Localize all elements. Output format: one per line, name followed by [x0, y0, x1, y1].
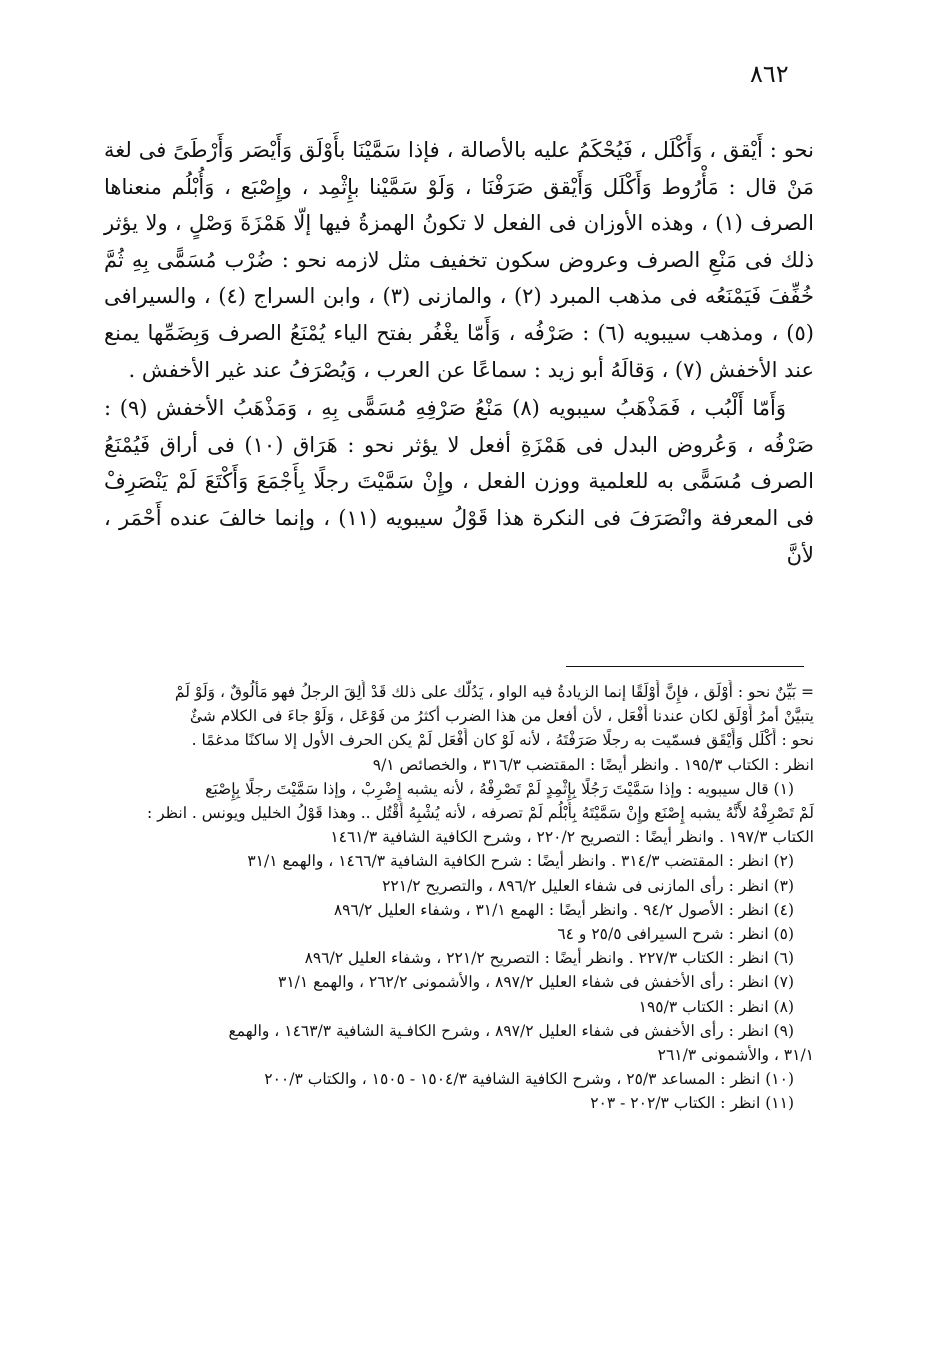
footnote-11: (١١) انظر : الكتاب ٢٠٢/٣ - ٢٠٣: [590, 1094, 794, 1113]
footnote-5: (٥) انظر : شرح السيرافى ٢٥/٥ و ٦٤: [557, 925, 794, 944]
footnote-separator: [566, 666, 804, 667]
page-number: ٨٦٢: [750, 60, 789, 88]
footnote-3: (٣) انظر : رأى المازنى فى شفاء العليل ٨٩٦/٢ ، والتصريح ٢٢١/٢: [382, 876, 794, 895]
body-paragraph: نحو : أَيْقق ، وَأَكْلَل ، فَيُحْكَمُ عليه بالأصالة ، فإذا سَمَّيْنَا بأَوْلَق وَأَيْصَر وَأَرْطَىً فى لغة مَنْ قال : مَأْرُوط وَأَكْلَل وَأَيْقق صَرَفْنَا ، وَلَوْ سَمَّيْنا بإِثْمِد ، وإِصْبَع ، وَأُبْلُم منعناها الصرف (١) ، وهذه الأوزان فى الفعل لا تكونُ الهمزةُ فيها إلّا هَمْزَةَ وَصْلٍ ، ولا يؤثر ذلك فى مَنْعِ الصرف وعروض سكون تخفيف مثل لازمه نحو : ضُرْب مُسَمًّى بِهِ ثُمَّ خُفِّفَ فَيَمْنَعُه فى مذهب المبرد (٢) ، والمازنى (٣) ، وابن السراج (٤) ، والسيرافى (٥) ، ومذهب سيبويه (٦) : صَرْفُه ، وَأَمّا يغْفُر بفتح الياء يُمْنَعُ الصرف وَبِضَمِّها يمنع عند الأخفش (٧) ، وَقالَهُ أبو زيد : سماعًا عن العرب ، وَيُصْرَفُ عند غير الأخفش .: [104, 138, 815, 382]
footnote-4: (٤) انظر : الأصول ٩٤/٢ . وانظر أيضًا : الهمع ٣١/١ ، وشفاء العليل ٨٩٦/٢: [333, 900, 794, 919]
footnote-line: لَمْ تَصْرِفْهُ لأَنَّهُ يشبه إِصْنَع وإِنْ سَمَّيْتَهُ بِأُبْلُم لَمْ تصرفه ، لأنه يُشْبِهُ أُقْتُل .. وهذا قَوْلُ الخليل ويونس . انظر :: [146, 804, 814, 823]
footnote-line: (١) قال سيبويه : وإذا سَمَّيْتَ رَجُلًا بِإِثْمِدٍ لَمْ تَصْرِفْهُ ، لأنه يشبه إِضْرِبْ ، وإذا سَمَّيْتَ رجلًا بِإِصْبَع: [205, 779, 794, 798]
footnote-line: ٣١/١ ، والأشمونى ٢٦١/٣: [657, 1046, 814, 1065]
footnote-8: (٨) انظر : الكتاب ١٩٥/٣: [638, 997, 794, 1016]
continued-note-line: انظر : الكتاب ١٩٥/٣ . وانظر أيضًا : المقتضب ٣١٦/٣ ، والخصائص ٩/١: [372, 755, 814, 774]
footnote-line: الكتاب ١٩٧/٣ . وانظر أيضًا : التصريح ٢٢٠/٢ ، وشرح الكافية الشافية ١٤٦١/٣: [330, 828, 814, 847]
continued-note-line: يتبيَّنْ أمرُ أَوْلَق لكان عندنا أَفْعَل ، لأن أفعل من هذا الضرب أكثرُ من فَوْعَل ، وَلَوْ جاءَ فى الكلام شئٌ: [189, 707, 814, 726]
footnote-2: (٢) انظر : المقتضب ٣١٤/٣ . وانظر أيضًا : شرح الكافية الشافية ١٤٦٦/٣ ، والهمع ٣١/١: [247, 852, 794, 871]
footnotes-block: [104, 680, 814, 1116]
footnote-7: (٧) انظر : رأى الأخفش فى شفاء العليل ٨٩٧/٢ ، والأشمونى ٢٦٢/٢ ، والهمع ٣١/١: [278, 973, 794, 992]
footnote-10: (١٠) انظر : المساعد ٢٥/٣ ، وشرح الكافية الشافية ١٥٠٤/٣ - ١٥٠٥ ، والكتاب ٢٠٠/٣: [264, 1070, 794, 1089]
body-paragraph: وَأَمّا أَلْبُب ، فَمَذْهَبُ سيبويه (٨) مَنْعُ صَرْفِهِ مُسَمًّى بِهِ ، وَمَذْهَبُ الأخفش (٩) : صَرْفُه ، وَعُروض البدل فى هَمْزَةِ أفعل لا يؤثر نحو : هَرَاق (١٠) فى أراق فَيُمْنَعُ الصرف مُسَمًّى به للعلمية ووزن الفعل ، وإِنْ سَمَّيْتَ رجلًا بِأَجْمَعَ وَأَكْتَعَ لَمْ يَنْصَرِفْ فى المعرفة وانْصَرَفَ فى النكرة هذا قَوْلُ سيبويه (١١) ، وإنما خالفَ عنده أَحْمَر ، لأنَّ: [104, 396, 814, 567]
main-text: [104, 132, 814, 573]
continued-note-line: = بَيِّنٌ نحو : أَوْلَق ، فإِنَّ أَوْلَقًا إنما الزيادةُ فيه الواو ، يَدُلُّك على ذلك قَدْ أُلِقَ الرجلُ فهو مَأْلُوقٌ ، وَلَوْ لَمْ: [174, 683, 814, 701]
footnote-6: (٦) انظر : الكتاب ٢٢٧/٣ . وانظر أيضًا : التصريح ٢٢١/٢ ، وشفاء العليل ٨٩٦/٢: [304, 949, 794, 968]
footnote-9: [104, 1019, 814, 1067]
continued-note-line: نحو : أَكْلَل وَأَيْقَق فسمّيت به رجلًا صَرَفْتَهُ ، لأنه لَوْ كان أَفْعَل لَمْ يكن الحرف الأول إلا ساكنًا مدغمًا .: [191, 731, 814, 750]
footnote-line: (٩) انظر : رأى الأخفش فى شفاء العليل ٨٩٧/٢ ، وشرح الكافـية الشافية ١٤٦٣/٣ ، والهمع: [228, 1021, 794, 1040]
footnote-1: [104, 777, 814, 850]
